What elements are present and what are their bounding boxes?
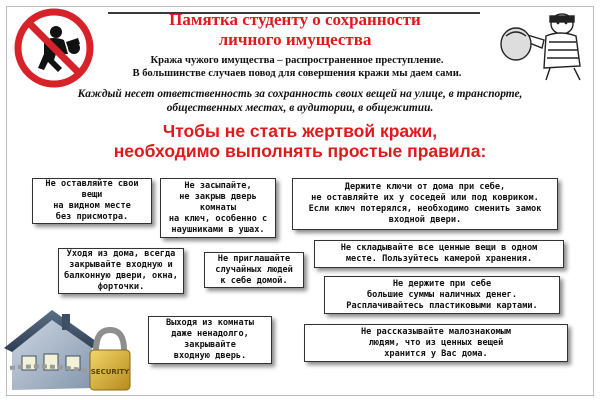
page-title [110,10,480,50]
no-thief-sign-icon [14,8,94,88]
subtitle-line-2: В большинстве случаев повод для совершения кражи мы даем сами. [132,68,462,79]
rule-box-unattended: Не оставляйте свои вещи на видном месте без присмотра. [32,178,152,224]
rule-box-close-doors: Уходя из дома, всегда закрывайте входную и балконную двери, окна, форточки. [58,248,184,294]
rule-box-dont-tell: Не рассказывайте малознакомым людям, что из ценных вещей хранится у Вас дома. [304,324,568,362]
intro-text [30,87,570,115]
rule-box-cash: Не держите при себе большие суммы наличных денег. Расплачивайтесь пластиковыми картами. [324,276,560,314]
subtitle-line-1: Кража чужого имущества – распространенное преступление. [150,55,444,66]
house-with-padlock-icon [0,298,136,400]
rules-heading-line-2: необходимо выполнять простые правила: [113,141,487,161]
rules-heading [40,121,560,161]
rules-heading-line-1: Чтобы не стать жертвой кражи, [162,121,438,141]
subtitle [102,54,492,80]
rule-box-close-door: Выходя из комнаты даже ненадолго, закрывайте входную дверь. [148,316,272,364]
thief-with-bag-icon [494,6,594,82]
padlock-label: SECURITY [90,368,130,376]
title-line-1: Памятка студенту о сохранности [169,10,421,29]
title-line-2: личного имущества [218,30,372,49]
rule-box-lock-room: Не засыпайте, не закрыв дверь комнаты на ключ, особенно с наушниками в ушах. [160,178,276,238]
intro-line-1: Каждый несет ответственность за сохранность своих вещей на улице, в транспорте, [77,88,523,100]
rule-box-keys: Держите ключи от дома при себе, не оставляйте их у соседей или под ковриком. Если ключ потерялся, необходимо сменить замок входной двери. [292,178,558,230]
rule-box-no-strangers: Не приглашайте случайных людей к себе домой. [204,252,304,288]
intro-line-2: общественных местах, в аудитории, в общежитии. [166,102,434,114]
rule-box-valuables: Не складывайте все ценные вещи в одном месте. Пользуйтесь камерой хранения. [314,240,564,268]
